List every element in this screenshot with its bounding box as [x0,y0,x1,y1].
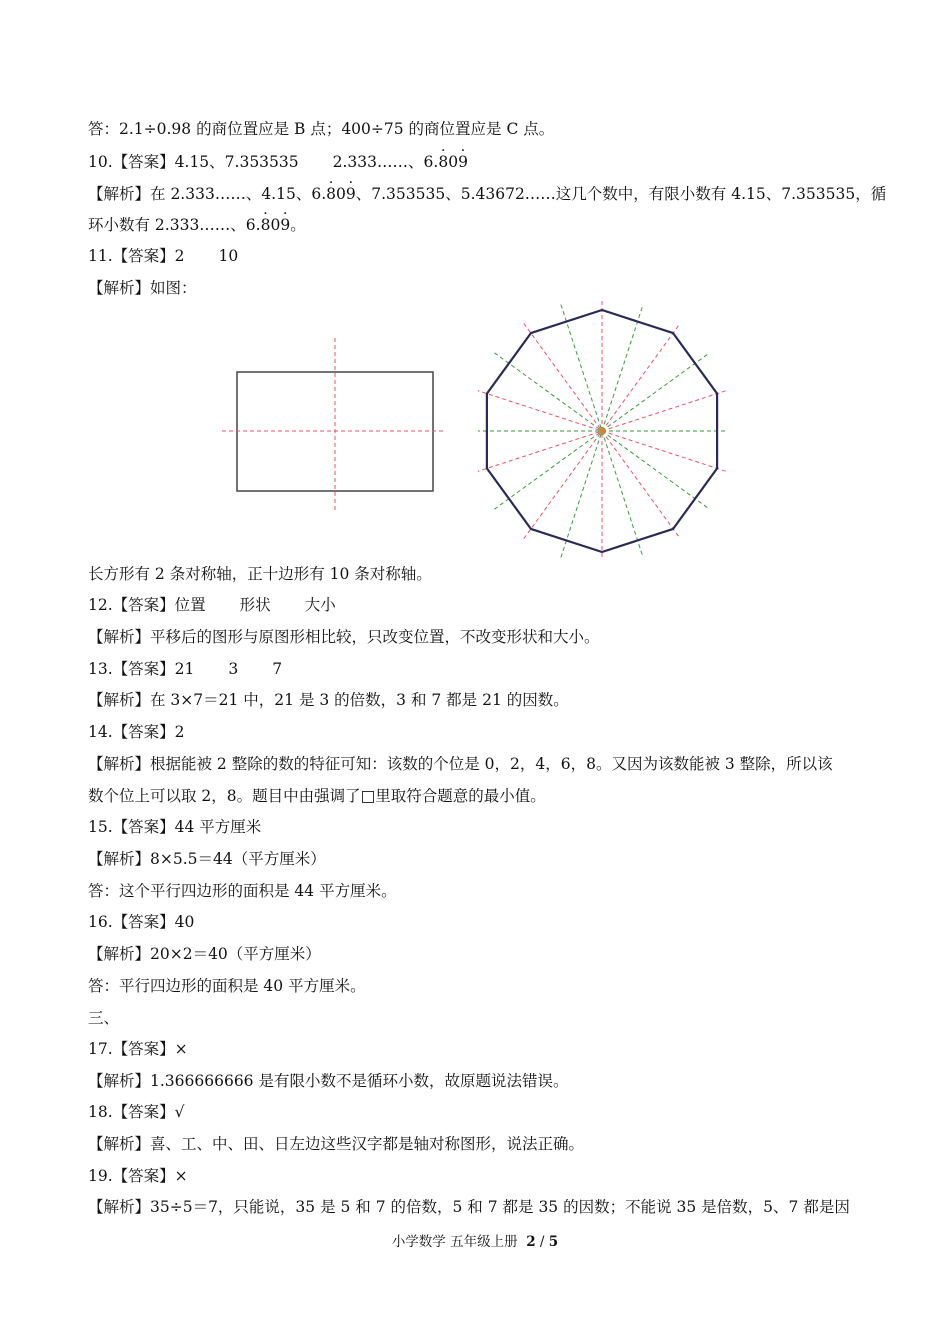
answer-12: 12.【答案】位置 形状 大小 [88,596,336,614]
analysis-10-line1: 【解析】在 2.333……、4.15、6.· 80· 9、7.353535、5.43672……这几个数中，有限小数有 4.15、7.353535，循 [88,183,864,205]
analysis-18: 【解析】喜、工、中、田、日左边这些汉字都是轴对称图形，说法正确。 [88,1135,585,1153]
answer-14: 14.【答案】2 [88,723,185,741]
answer-16: 16.【答案】40 [88,913,195,931]
analysis-10-line2: 环小数有 2.333……、6.· 80· 9。 [88,214,864,236]
analysis-11: 【解析】如图： [88,279,197,297]
answer-11: 11.【答案】2 10 [88,247,239,265]
decagon-center [599,428,605,434]
decagon-figure [478,296,728,558]
answer-line-9: 答：2.1÷0.98 的商位置应是 B 点；400÷75 的商位置应是 C 点。 [88,120,555,138]
page-total: 5 [548,1234,559,1250]
analysis-17: 【解析】1.366666666 是有限小数不是循环小数，故原题说法错误。 [88,1072,569,1090]
answer-19: 19.【答案】× [88,1167,188,1185]
analysis-14-line1: 【解析】根据能被 2 整除的数的特征可知：该数的个位是 0，2，4，6，8。又因为该数能被 3 整除，所以该 [88,755,833,773]
answer-17: 17.【答案】× [88,1040,188,1058]
analysis-13: 【解析】在 3×7＝21 中，21 是 3 的倍数，3 和 7 都是 21 的因数。 [88,691,569,709]
analysis-14-line2: 数个位上可以取 2，8。题目中由强调了□里取符合题意的最小值。 [88,787,546,805]
analysis-12: 【解析】平移后的图形与原图形相比较，只改变位置，不改变形状和大小。 [88,628,600,646]
page-footer: 小学数学 五年级上册 2 / 5 [391,1234,559,1250]
rectangle-figure [218,336,450,512]
answer-10: 10.【答案】4.15、7.353535 2.333……、6.· 80· 9 [88,151,864,173]
answer-18: 18.【答案】√ [88,1103,185,1121]
analysis-16: 【解析】20×2＝40（平方厘米） [88,945,321,963]
page-number: 2 [526,1234,536,1250]
answer-15: 15.【答案】44 平方厘米 [88,818,262,836]
analysis-15: 【解析】8×5.5＝44（平方厘米） [88,850,326,868]
section-3-heading: 三、 [88,1009,120,1027]
analysis-19: 【解析】35÷5＝7，只能说，35 是 5 和 7 的倍数，5 和 7 都是 35 的因数；不能说 35 是倍数，5、7 都是因 [88,1198,850,1216]
conclusion-15: 答：这个平行四边形的面积是 44 平方厘米。 [88,882,397,900]
conclusion-11: 长方形有 2 条对称轴，正十边形有 10 条对称轴。 [88,565,432,583]
answer-13: 13.【答案】21 3 7 [88,660,283,678]
conclusion-16: 答：平行四边形的面积是 40 平方厘米。 [88,977,366,995]
